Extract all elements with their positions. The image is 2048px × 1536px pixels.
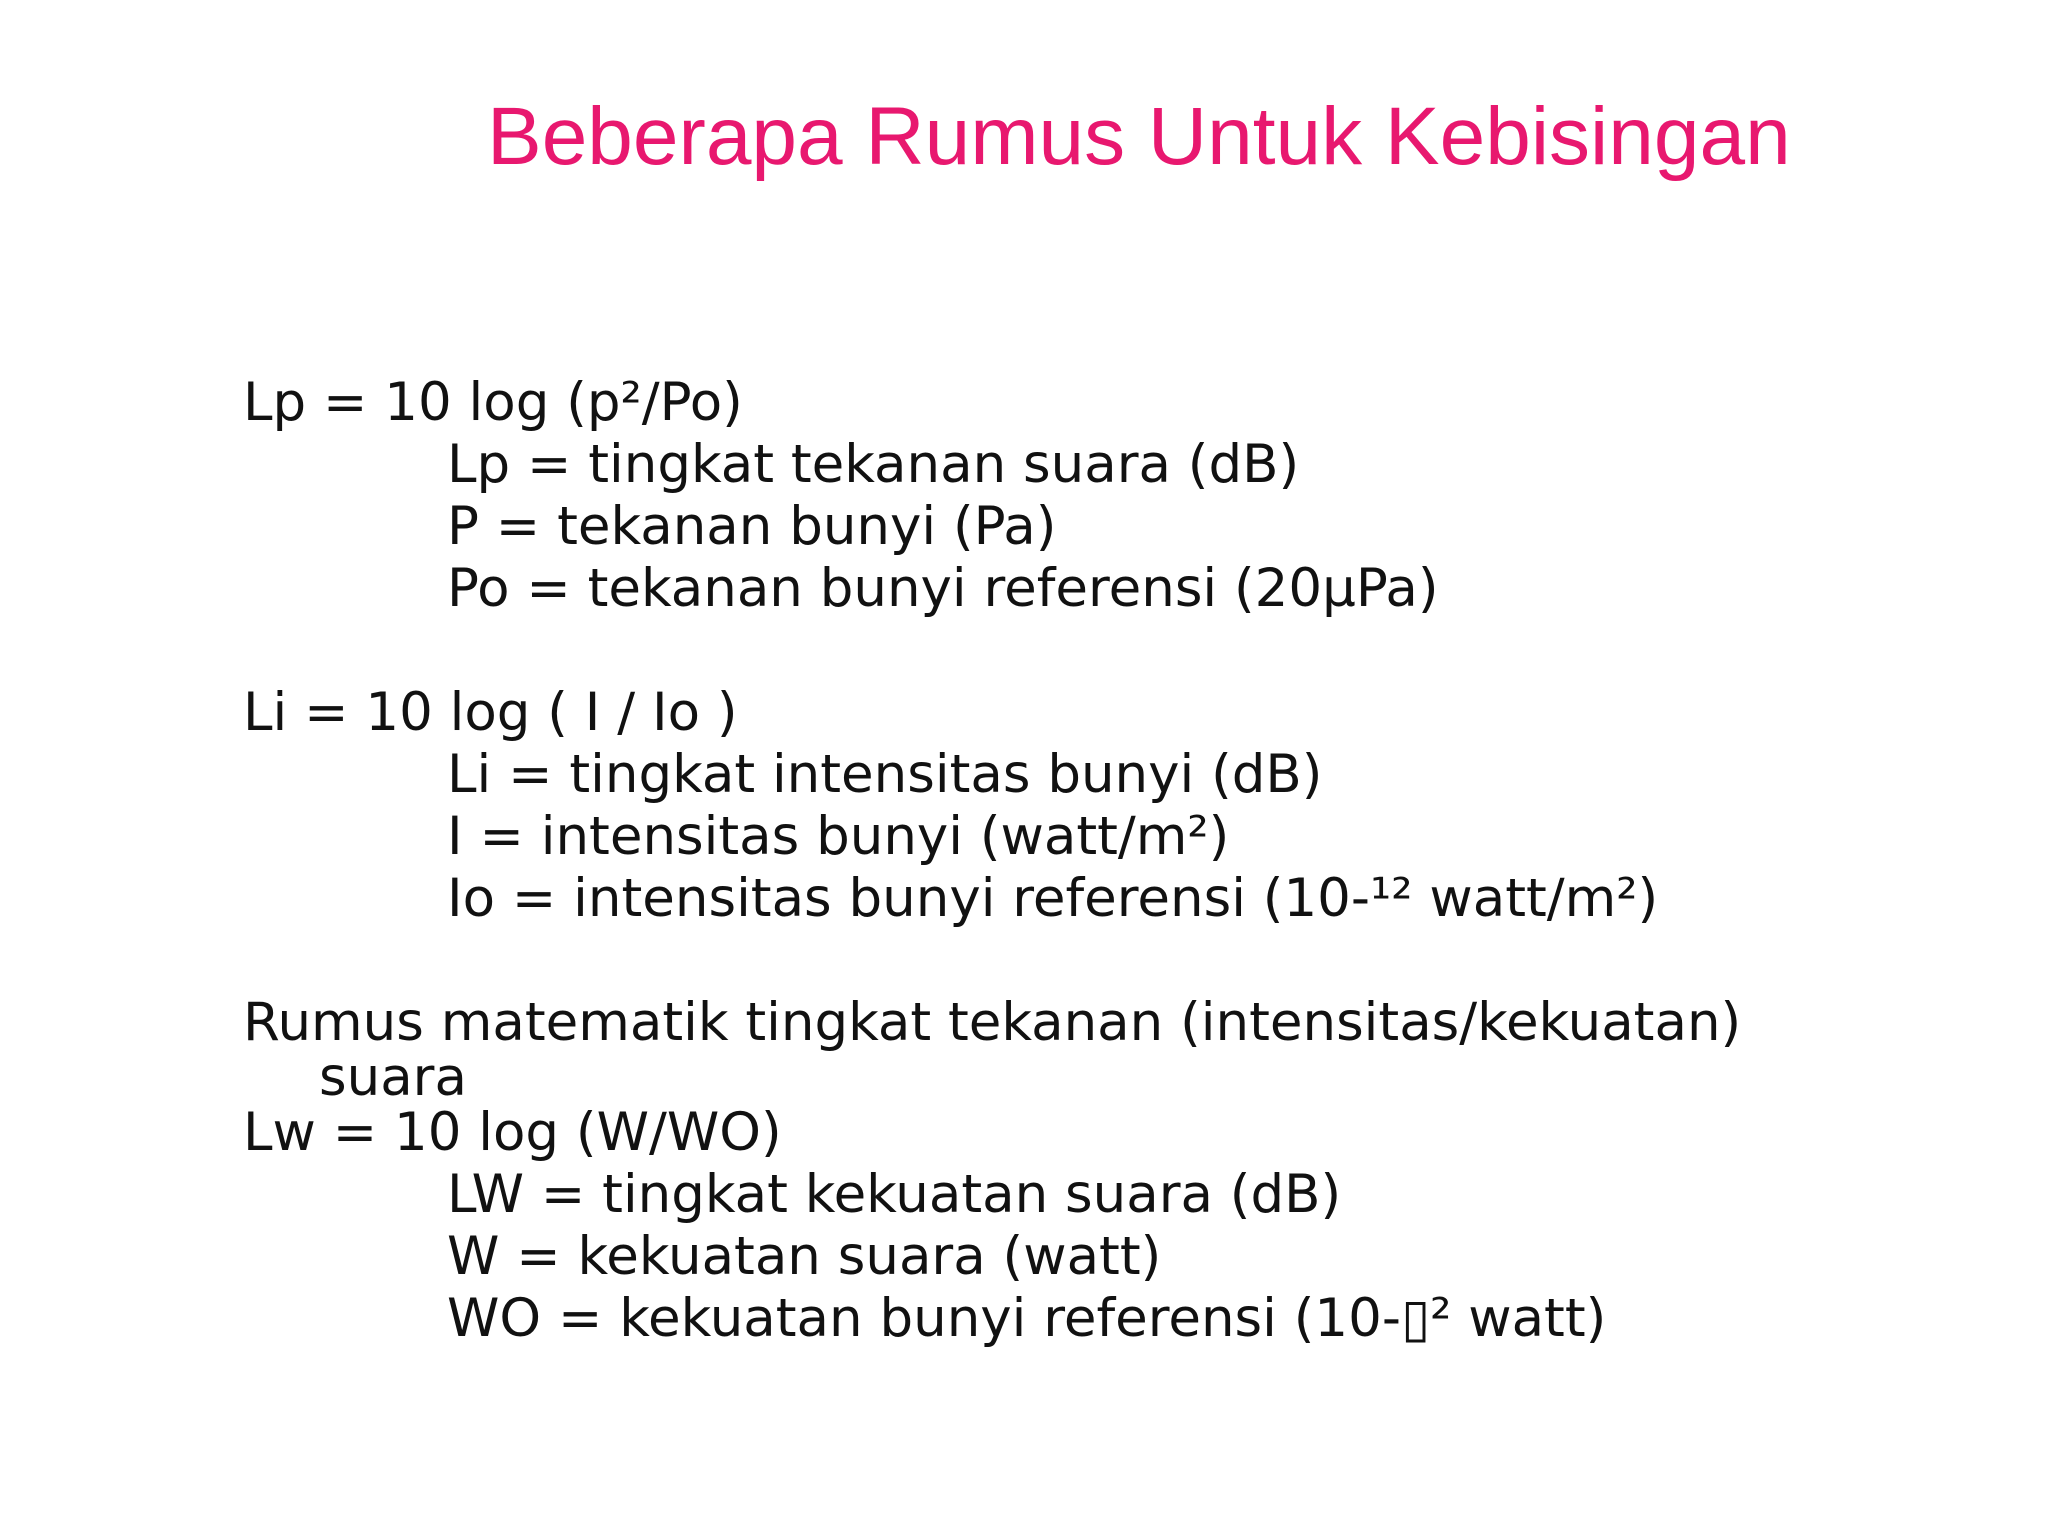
intensity-section: [243, 682, 1741, 930]
power-definition-lw: LW = tingkat kekuatan suara (dB): [447, 1164, 1342, 1225]
section-spacer: [243, 620, 1741, 682]
power-intro-continuation: suara: [319, 1047, 467, 1108]
intensity-formula: Li = 10 log ( I / Io ): [243, 682, 738, 743]
intensity-definition-io: Io = intensitas bunyi referensi (10-¹² watt/m²): [447, 868, 1659, 929]
pressure-definition-po: Po = tekanan bunyi referensi (20μPa): [447, 558, 1439, 619]
intensity-definition-li: Li = tingkat intensitas bunyi (dB): [447, 744, 1323, 805]
pressure-definition-lp: Lp = tingkat tekanan suara (dB): [447, 434, 1300, 495]
power-formula: Lw = 10 log (W/WO): [243, 1102, 782, 1163]
slide-title: Beberapa Rumus Untuk Kebisingan: [487, 91, 1791, 182]
power-intro-line: Rumus matematik tingkat tekanan (intensitas/kekuatan): [243, 992, 1742, 1053]
power-definition-w: W = kekuatan suara (watt): [447, 1226, 1162, 1287]
power-section: [243, 992, 1741, 1350]
power-definition-wo: WO = kekuatan bunyi referensi (10-▯² watt): [447, 1288, 1607, 1349]
slide-body: [243, 372, 1741, 1350]
intensity-definition-i: I = intensitas bunyi (watt/m²): [447, 806, 1230, 867]
section-spacer: [243, 930, 1741, 992]
pressure-formula: Lp = 10 log (p²/Po): [243, 372, 743, 433]
pressure-section: [243, 372, 1741, 620]
pressure-definition-p: P = tekanan bunyi (Pa): [447, 496, 1057, 557]
